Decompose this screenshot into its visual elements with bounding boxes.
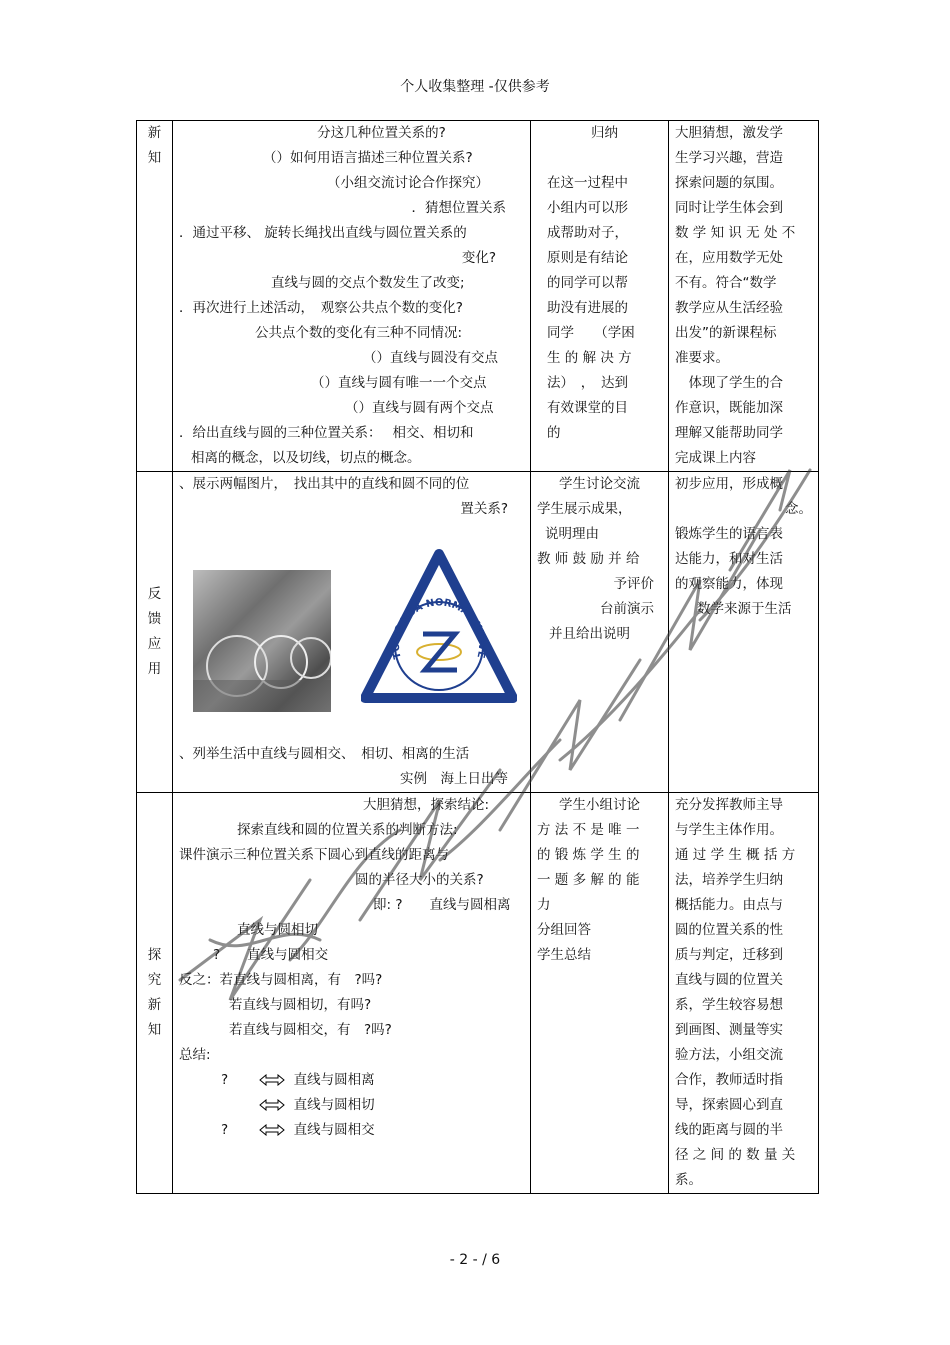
content-cell [173, 472, 531, 793]
stage-cell [137, 793, 173, 1194]
page-number: - 2 - / 6 [449, 1252, 501, 1268]
activity-line: 学生讨论交流 [559, 476, 640, 492]
lesson-table [136, 120, 819, 1194]
intent-line: 质与判定，迁移到 [675, 947, 783, 963]
content-cell [173, 121, 531, 472]
intent-line: 的观察能力，体现 [675, 576, 783, 592]
activity-line [547, 146, 662, 171]
content-line: 实例 海上日出等 [400, 771, 508, 787]
image-area [179, 522, 524, 742]
activity-line: 台前演示 [600, 601, 654, 617]
activity-line: 的 锻 炼 学 生 的 [537, 847, 640, 863]
stage-cell [137, 121, 173, 472]
stage-char: 反 [147, 586, 162, 602]
stage-char: 知 [147, 150, 162, 166]
page-header: 个人收集整理 -仅供参考 [400, 79, 550, 95]
intent-line: 出发”的新课程标 [675, 325, 777, 341]
intent-line: 念。 [785, 501, 812, 517]
activity-cell [531, 472, 669, 793]
intent-line: 达能力，和对生活 [675, 551, 783, 567]
content-line: ? 直线与圆相交 [213, 947, 329, 963]
summary-line [179, 1118, 524, 1143]
double-arrow-icon [259, 1124, 285, 1136]
content-line: 分这几种位置关系的? [317, 125, 446, 141]
hoop-photo [193, 570, 331, 712]
intent-line: 理解又能帮助同学 [675, 425, 783, 441]
content-line: （）直线与圆有唯一一个交点 [311, 375, 487, 391]
activity-line: 法） ， 达到 [547, 375, 628, 391]
content-line: 圆的半径大小的关系? [355, 872, 484, 888]
intent-cell [669, 793, 819, 1194]
intent-line: 系，学生较容易想 [675, 997, 783, 1013]
activity-line: 同学 （学困 [547, 325, 635, 341]
double-arrow-icon [259, 1074, 285, 1086]
intent-line: 初步应用，形成概 [675, 476, 783, 492]
intent-line: 同时让学生体会到 [675, 200, 783, 216]
summary-text: 直线与圆相切 [293, 1097, 375, 1113]
double-arrow-icon [259, 1099, 285, 1111]
university-logo [361, 548, 517, 708]
activity-line: 学生总结 [537, 947, 591, 963]
intent-cell [669, 472, 819, 793]
activity-line: 在这一过程中 [547, 175, 628, 191]
intent-line: 作意识，既能加深 [675, 400, 783, 416]
stage-char: 馈 [147, 611, 162, 627]
summary-line [179, 1093, 524, 1118]
summary-line [179, 1068, 524, 1093]
activity-line: 助没有进展的 [547, 300, 628, 316]
activity-line: 予评价 [613, 576, 654, 592]
intent-line: 数 学 知 识 无 处 不 [675, 225, 796, 241]
content-line: 反之：若直线与圆相离，有 ?吗? [179, 972, 383, 988]
activity-line: 原则是有结论 [547, 250, 628, 266]
intent-line: 教学应从生活经验 [675, 300, 783, 316]
intent-line: 圆的位置关系的性 [675, 922, 783, 938]
intent-line: 验方法，小组交流 [675, 1047, 783, 1063]
content-line: ．通过平移、 旋转长绳找出直线与圆位置关系的 [179, 225, 467, 241]
intent-line: 充分发挥教师主导 [675, 797, 783, 813]
activity-line: 方 法 不 是 唯 一 [537, 822, 640, 838]
logo-text: TONG HUA NORMAL UNIVE [390, 597, 488, 660]
content-cell [173, 793, 531, 1194]
stage-char: 知 [147, 1022, 162, 1038]
stage-cell [137, 472, 173, 793]
intent-line: 不有。符合“数学 [675, 275, 777, 291]
activity-line: 有效课堂的目 [547, 400, 628, 416]
activity-line: 生 的 解 决 方 [547, 350, 632, 366]
intent-line: 通 过 学 生 概 括 方 [675, 847, 796, 863]
content-line: ．再次进行上述活动， 观察公共点个数的变化? [179, 300, 463, 316]
activity-line: 归纳 [591, 125, 618, 141]
content-line: 直线与圆的交点个数发生了改变; [271, 275, 465, 291]
stage-char: 究 [147, 972, 162, 988]
activity-line: 力 [537, 897, 551, 913]
content-line: 、展示两幅图片， 找出其中的直线和圆不同的位 [179, 476, 470, 492]
summary-text: 直线与圆相离 [293, 1072, 375, 1088]
intent-line: 线的距离与圆的半 [675, 1122, 783, 1138]
intent-line: 生学习兴趣，营造 [675, 150, 783, 166]
stage-char: 用 [147, 661, 162, 677]
activity-line: 成帮助对子， [547, 225, 628, 241]
activity-line: 说明理由 [545, 526, 599, 542]
intent-line: 探索问题的氛围。 [675, 175, 783, 191]
content-line: 、列举生活中直线与圆相交、 相切、相离的生活 [179, 746, 470, 762]
content-line: （）直线与圆有两个交点 [345, 400, 494, 416]
content-line: 若直线与圆相切，有吗? [229, 997, 372, 1013]
intent-line: 法，培养学生归纳 [675, 872, 783, 888]
intent-line: 体现了学生的合 [675, 375, 783, 391]
activity-line: 小组内可以形 [547, 200, 628, 216]
content-line: 直线与圆相切 [237, 922, 318, 938]
intent-line: 导，探索圆心到直 [675, 1097, 783, 1113]
stage-char: 新 [147, 125, 162, 141]
intent-line: 锻炼学生的语言表 [675, 526, 783, 542]
content-line: 公共点个数的变化有三种不同情况: [255, 325, 463, 341]
stage-char: 新 [147, 997, 162, 1013]
content-line: 变化? [461, 250, 496, 266]
content-line: 相离的概念，以及切线，切点的概念。 [191, 450, 421, 466]
content-line: 课件演示三种位置关系下圆心到直线的距离与 [179, 847, 449, 863]
stage-char: 应 [147, 636, 162, 652]
summary-prefix: ? [221, 1122, 229, 1138]
intent-line: 概括能力。由点与 [675, 897, 783, 913]
activity-line: 学生小组讨论 [559, 797, 640, 813]
activity-line: 教 师 鼓 励 并 给 [537, 551, 640, 567]
intent-line: 准要求。 [675, 350, 729, 366]
content-line: 总结: [179, 1047, 211, 1063]
activity-line: 学生展示成果， [537, 501, 632, 517]
content-line: ．猜想位置关系 [411, 200, 506, 216]
content-line: 探索直线和圆的位置关系的判断方法: [237, 822, 458, 838]
content-line: 大胆猜想，探索结论: [363, 797, 490, 813]
activity-cell [531, 121, 669, 472]
intent-line: 大胆猜想，激发学 [675, 125, 783, 141]
intent-line: 数学来源于生活 [697, 601, 792, 617]
row-feedback [137, 472, 819, 793]
content-line: （小组交流讨论合作探究） [327, 175, 489, 191]
intent-line: 完成课上内容 [675, 450, 756, 466]
intent-line: 在，应用数学无处 [675, 250, 783, 266]
activity-line: 的 [547, 425, 561, 441]
intent-line: 径 之 间 的 数 量 关 [675, 1147, 796, 1163]
stage-char: 探 [147, 947, 162, 963]
content-line: （）直线与圆没有交点 [363, 350, 498, 366]
intent-line: 与学生主体作用。 [675, 822, 783, 838]
content-line: 置关系? [460, 501, 508, 517]
intent-line: 到画图、测量等实 [675, 1022, 783, 1038]
intent-line: 系。 [675, 1172, 702, 1188]
activity-cell [531, 793, 669, 1194]
summary-prefix: ? [221, 1072, 229, 1088]
row-new-knowledge [137, 121, 819, 472]
intent-line: 直线与圆的位置关 [675, 972, 783, 988]
activity-line: 一 题 多 解 的 能 [537, 872, 640, 888]
content-line: 即: ? 直线与圆相离 [373, 897, 511, 913]
intent-line: 合作，教师适时指 [675, 1072, 783, 1088]
content-line: （）如何用语言描述三种位置关系? [263, 150, 473, 166]
intent-cell [669, 121, 819, 472]
content-line: ．给出直线与圆的三种位置关系： 相交、相切和 [179, 425, 474, 441]
activity-line: 并且给出说明 [549, 626, 630, 642]
content-line: 若直线与圆相交，有 ?吗? [229, 1022, 392, 1038]
row-explore [137, 793, 819, 1194]
activity-line: 的同学可以帮 [547, 275, 628, 291]
summary-text: 直线与圆相交 [293, 1122, 375, 1138]
activity-line: 分组回答 [537, 922, 591, 938]
